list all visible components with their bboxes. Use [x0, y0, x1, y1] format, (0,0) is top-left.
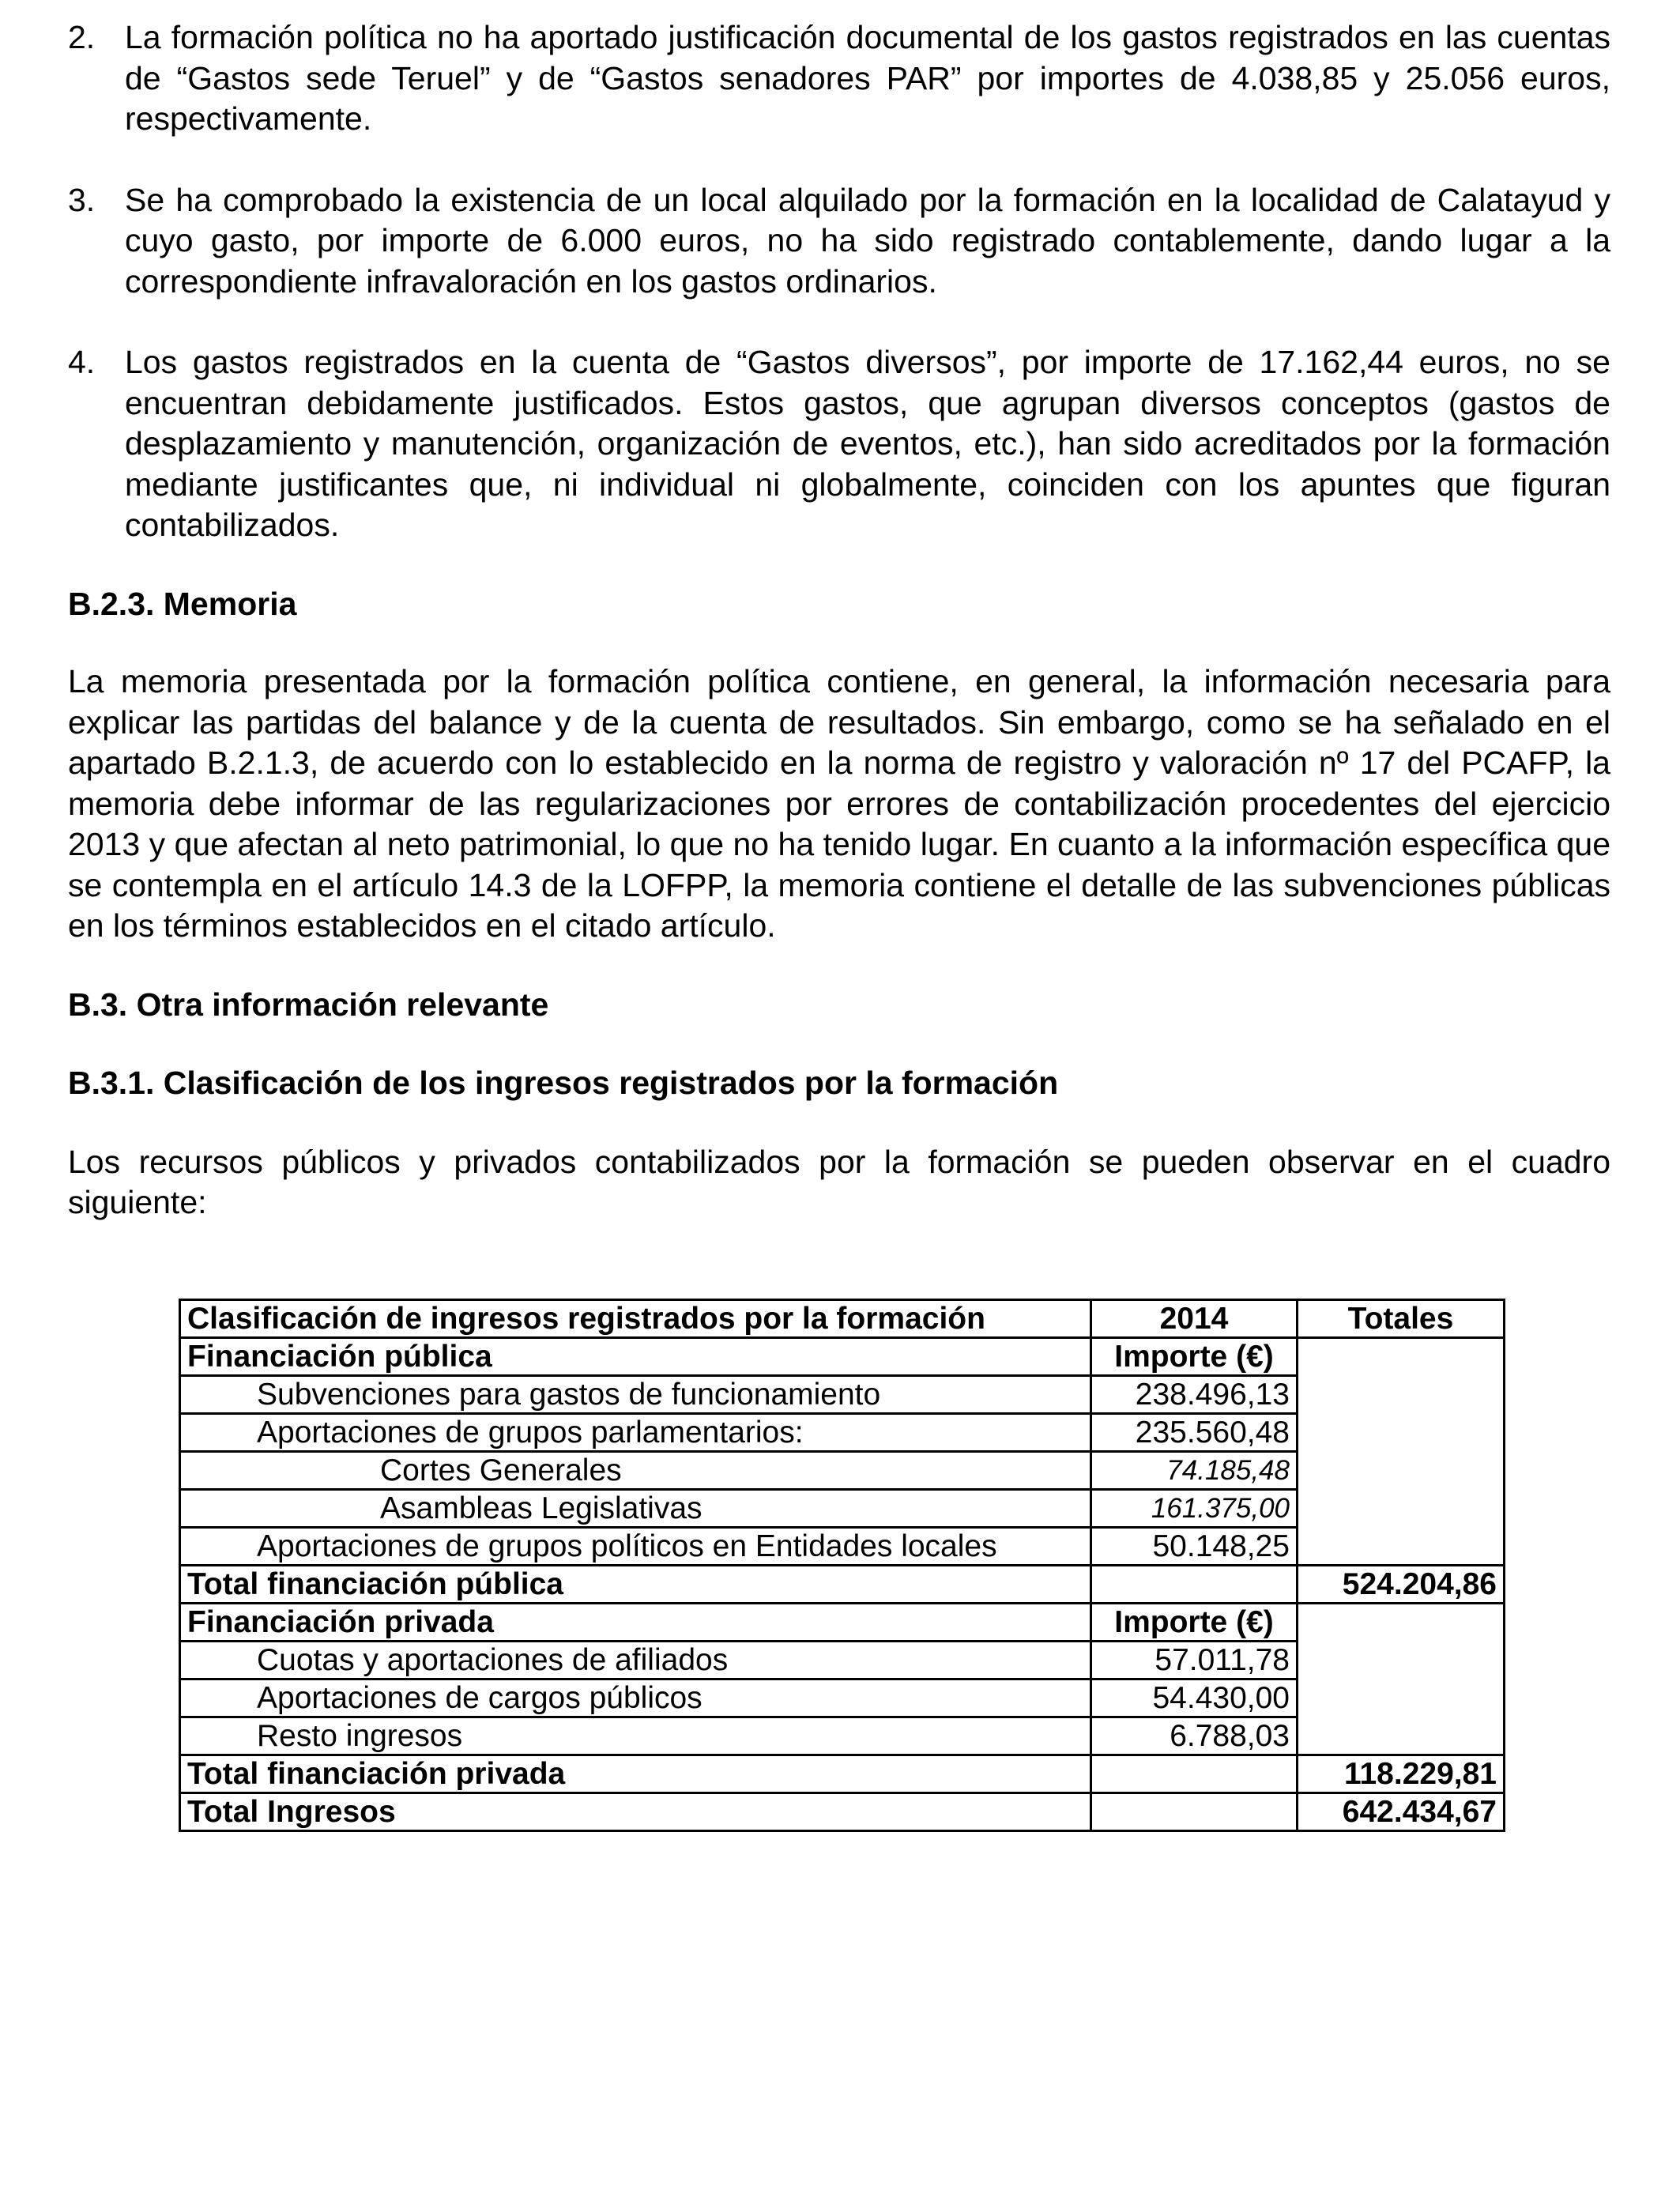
finding-item	[68, 17, 1610, 140]
public-title: Financiación pública	[180, 1338, 1091, 1376]
public-amount-header: Importe (€)	[1091, 1338, 1298, 1376]
table-row	[180, 1717, 1505, 1755]
grand-total-value: 642.434,67	[1298, 1793, 1505, 1831]
private-total-value: 118.229,81	[1298, 1755, 1505, 1793]
income-intro: Los recursos públicos y privados contabilizados por la formación se pueden observar en el cuadro siguiente:	[68, 1143, 1610, 1220]
income-heading: B.3.1. Clasificación de los ingresos registrados por la formación	[68, 1065, 1059, 1101]
public-total-row	[180, 1566, 1505, 1604]
public-section-row	[180, 1338, 1505, 1376]
empty-cell	[1091, 1793, 1298, 1831]
table-row	[180, 1642, 1505, 1679]
row-amount: 238.496,13	[1091, 1376, 1298, 1414]
header-concept: Clasificación de ingresos registrados por la formación	[180, 1300, 1091, 1338]
document-page	[68, 17, 1610, 1223]
finding-item	[68, 342, 1610, 546]
memoria-paragraph: La memoria presentada por la formación política contiene, en general, la información necesaria para explicar las partidas del balance y de la cuenta de resultados. Sin embargo, como se ha señalado en el apartado B.2.1.3, de acuerdo con lo establecido en la norma de registro y valoración nº 17 del PCAFP, la memoria debe informar de las regularizaciones por errores de contabilización procedentes del ejercicio 2013 y que afectan al neto patrimonial, lo que no ha tenido lugar. En cuanto a la información específica que se contempla en el artículo 14.3 de la LOFPP, la memoria contiene el detalle de las subvenciones públicas en los términos establecidos en el citado artículo.	[68, 663, 1610, 944]
table-row	[180, 1376, 1505, 1414]
header-year: 2014	[1091, 1300, 1298, 1338]
totals-cell	[1298, 1717, 1505, 1755]
totals-cell	[1298, 1528, 1505, 1566]
public-total-label: Total financiación pública	[180, 1566, 1091, 1604]
header-totals: Totales	[1298, 1300, 1505, 1338]
table-row	[180, 1679, 1505, 1717]
totals-cell	[1298, 1642, 1505, 1679]
private-section-row	[180, 1604, 1505, 1642]
row-amount: 50.148,25	[1091, 1528, 1298, 1566]
finding-text: La formación política no ha aportado justificación documental de los gastos registrados en las cuentas de “Gastos sede Teruel” y de “Gastos senadores PAR” por importes de 4.038,85 y 25.056 euros, respectivamente.	[125, 19, 1610, 137]
finding-number: 2.	[68, 19, 96, 55]
income-table	[179, 1299, 1505, 1832]
empty-cell	[1091, 1755, 1298, 1793]
table-row	[180, 1490, 1505, 1528]
private-title: Financiación privada	[180, 1604, 1091, 1642]
finding-text: Los gastos registrados en la cuenta de “Gastos diversos”, por importe de 17.162,44 euros, no se encuentran debidamente justificados. Estos gastos, que agrupan diversos conceptos (gastos de desplazamiento y manutención, organización de eventos, etc.), han sido acreditados por la formación mediante justificantes que, ni individual ni globalmente, coinciden con los apuntes que figuran contabilizados.	[125, 344, 1610, 543]
totals-cell	[1298, 1604, 1505, 1642]
table-header-row	[180, 1300, 1505, 1338]
totals-cell	[1298, 1452, 1505, 1490]
row-amount: 54.430,00	[1091, 1679, 1298, 1717]
other-info-heading: B.3. Otra información relevante	[68, 986, 549, 1023]
totals-cell	[1298, 1338, 1505, 1376]
finding-number: 3.	[68, 181, 96, 218]
empty-cell	[1091, 1566, 1298, 1604]
row-label: Resto ingresos	[180, 1717, 1091, 1755]
totals-cell	[1298, 1414, 1505, 1452]
table-row	[180, 1528, 1505, 1566]
row-amount: 57.011,78	[1091, 1642, 1298, 1679]
table-row	[180, 1414, 1505, 1452]
row-amount: 235.560,48	[1091, 1414, 1298, 1452]
totals-cell	[1298, 1376, 1505, 1414]
table-row	[180, 1452, 1505, 1490]
row-amount: 161.375,00	[1091, 1490, 1298, 1528]
row-label: Aportaciones de grupos políticos en Entidades locales	[180, 1528, 1091, 1566]
findings-list	[68, 17, 1610, 546]
row-amount: 6.788,03	[1091, 1717, 1298, 1755]
row-label: Asambleas Legislativas	[180, 1490, 1091, 1528]
public-total-value: 524.204,86	[1298, 1566, 1505, 1604]
row-amount: 74.185,48	[1091, 1452, 1298, 1490]
row-label: Aportaciones de cargos públicos	[180, 1679, 1091, 1717]
finding-number: 4.	[68, 344, 96, 380]
totals-cell	[1298, 1679, 1505, 1717]
grand-total-label: Total Ingresos	[180, 1793, 1091, 1831]
finding-item	[68, 180, 1610, 303]
row-label: Cuotas y aportaciones de afiliados	[180, 1642, 1091, 1679]
totals-cell	[1298, 1490, 1505, 1528]
private-total-label: Total financiación privada	[180, 1755, 1091, 1793]
grand-total-row	[180, 1793, 1505, 1831]
memoria-heading: B.2.3. Memoria	[68, 585, 297, 622]
private-total-row	[180, 1755, 1505, 1793]
finding-text: Se ha comprobado la existencia de un local alquilado por la formación en la localidad de Calatayud y cuyo gasto, por importe de 6.000 euros, no ha sido registrado contablemente, dando lugar a la correspondiente infravaloración en los gastos ordinarios.	[125, 181, 1610, 300]
row-label: Subvenciones para gastos de funcionamiento	[180, 1376, 1091, 1414]
row-label: Cortes Generales	[180, 1452, 1091, 1490]
private-amount-header: Importe (€)	[1091, 1604, 1298, 1642]
row-label: Aportaciones de grupos parlamentarios:	[180, 1414, 1091, 1452]
